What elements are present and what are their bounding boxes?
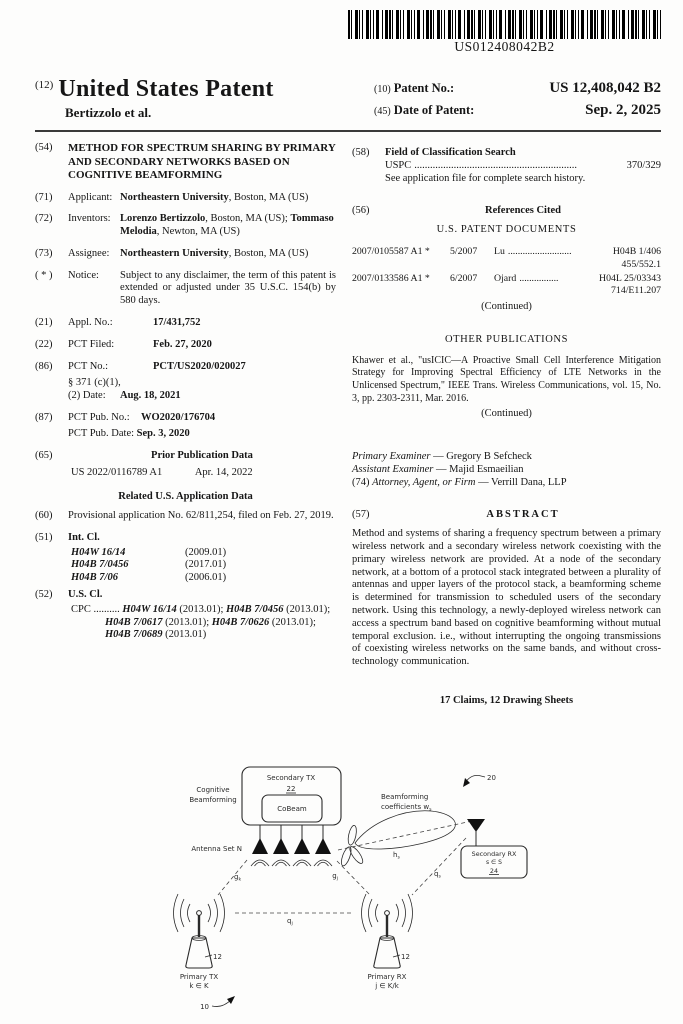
assignee-name: Northeastern University bbox=[120, 247, 229, 259]
channel-h-label: $h_s$ bbox=[393, 851, 400, 861]
assignee-section: (73) Assignee: Northeastern University, Boston, MA (US) bbox=[35, 247, 309, 259]
patent-office-title: United States Patent bbox=[58, 76, 274, 102]
patent-date-value: Sep. 2, 2025 bbox=[585, 102, 661, 118]
prior-publication-row bbox=[35, 467, 336, 480]
claims-summary: 17 Claims, 12 Drawing Sheets bbox=[439, 694, 574, 706]
pct-publication-number: WO2020/176704 bbox=[141, 412, 216, 424]
svg-text:Beamforming: Beamforming bbox=[189, 796, 237, 804]
related-application-text: Provisional application No. 62/811,254, filed on Feb. 27, 2019. bbox=[68, 510, 334, 522]
cognitive-beamforming-label: Cognitive bbox=[196, 786, 230, 794]
pct-number: PCT/US2020/020027 bbox=[153, 360, 246, 372]
header-right bbox=[374, 80, 661, 124]
prior-publication-section: (65) Prior Publication Data bbox=[35, 450, 336, 463]
uspc-value: 370/329 bbox=[626, 159, 661, 171]
secondary-tx-label: Secondary TX bbox=[266, 774, 316, 782]
inventors-section: (72) Inventors: Lorenzo Bertizzolo, Boston, MA (US); Tommaso Melodia, Newton, MA (US) bbox=[35, 213, 334, 238]
right-column bbox=[352, 147, 661, 708]
reference-row: 2007/0105587 A1 * 5/2007 Lu .......................... H04B 1/406 455/552.1 bbox=[352, 245, 661, 270]
references-cited-heading: References Cited bbox=[485, 205, 561, 217]
related-data-heading: Related U.S. Application Data bbox=[118, 491, 253, 503]
pct-publication-date-row: PCT Pub. Date: Sep. 3, 2020 bbox=[68, 427, 190, 439]
patent-number-value: US 12,408,042 B2 bbox=[549, 80, 661, 96]
patent-date-row bbox=[374, 102, 661, 119]
network-ref-pointer bbox=[463, 775, 485, 787]
assistant-examiner-line: Assistant Examiner — Majid Esmaeilian bbox=[352, 463, 524, 475]
beam-lobe bbox=[338, 811, 472, 867]
primary-examiner-line: Primary Examiner — Gregory B Sefcheck bbox=[352, 450, 532, 462]
secondary-tx-ref: 22 bbox=[286, 785, 296, 793]
primary-rx-label: Primary RX bbox=[367, 973, 407, 981]
primary-rx-set: j ∈ K/k bbox=[375, 982, 399, 990]
header-left bbox=[35, 76, 274, 121]
us-patent-documents-heading: U.S. PATENT DOCUMENTS bbox=[436, 224, 577, 236]
pct-371-section: § 371 (c)(1), (2) Date: Aug. 18, 2021 bbox=[68, 377, 181, 402]
abstract-heading: ABSTRACT bbox=[486, 509, 560, 521]
cobeam-label: CoBeam bbox=[277, 805, 307, 813]
inid-10: (10) bbox=[374, 84, 391, 95]
channel-q-s-line bbox=[412, 838, 466, 895]
int-cl-row: H04B 7/06 (2006.01) bbox=[71, 572, 227, 584]
int-cl-section: (51) Int. Cl. bbox=[35, 531, 100, 543]
examiner-section bbox=[352, 451, 661, 489]
prior-publication-date: Apr. 14, 2022 bbox=[194, 467, 253, 479]
invention-title: METHOD FOR SPECTRUM SHARING BY PRIMARY AND SECONDARY NETWORKS BASED ON COGNITIVE BEAMFORMING bbox=[68, 142, 336, 181]
pct-number-section: (86) PCT No.: PCT/US2020/020027 bbox=[35, 361, 336, 374]
primary-tx-label: Primary TX bbox=[179, 973, 219, 981]
reference-row: 2007/0133586 A1 * 6/2007 Ojard ................ H04L 25/03343 714/E11.207 bbox=[352, 272, 661, 297]
abstract-text: Method and systems of sharing a frequency spectrum between a primary wireless network and a secondary wireless network coexisting with the primary wireless network are provided. At a node of the secondary network, at a bottom of a protocol stack integrated between a plurality of antennas and upper layers of the protocol stack, a beamforming scheme is determined for transmission to scheduled users of the secondary network. Using this technology, a newly-deployed wireless network can access a spectrum band based on cognitive beamforming without mutual temporal exclusion. i.e., without interrupting the ongoing transmissions of coexisting wireless networks on the same bands, and without cross-technology communication. bbox=[352, 528, 661, 668]
channel-g-k-label: $g_k$ bbox=[234, 873, 242, 883]
title-section: (54) METHOD FOR SPECTRUM SHARING BY PRIMARY AND SECONDARY NETWORKS BASED ON COGNITIVE BEAMFORMING bbox=[35, 142, 336, 181]
attorney-line: (74) Attorney, Agent, or Firm — Verrill Dana, LLP bbox=[352, 476, 567, 488]
notice-section: ( * ) Notice: Subject to any disclaimer, the term of this patent is extended or adjusted under 35 U.S.C. 154(b) by 580 days. bbox=[35, 269, 336, 307]
inventor-1: Lorenzo Bertizzolo bbox=[120, 213, 206, 225]
abstract-section: (57) ABSTRACT bbox=[352, 509, 661, 522]
prior-publication-heading: Prior Publication Data bbox=[151, 449, 253, 461]
prior-publication-number: US 2022/0116789 A1 bbox=[71, 467, 163, 479]
inid-45: (45) bbox=[374, 106, 391, 117]
classification-search-heading: Field of Classification Search bbox=[385, 147, 516, 158]
primary-rx-ref: 12 bbox=[401, 953, 410, 961]
system-ref: 10 bbox=[200, 1003, 209, 1011]
applicant-section: (71) Applicant: Northeastern University, Boston, MA (US) bbox=[35, 191, 309, 203]
system-ref-pointer bbox=[212, 996, 235, 1007]
related-application-section: (60) Provisional application No. 62/811,254, filed on Feb. 27, 2019. bbox=[35, 510, 336, 523]
int-cl-row: H04W 16/14 (2009.01) bbox=[71, 546, 227, 558]
application-number: 17/431,752 bbox=[153, 317, 201, 329]
svg-text:coefficients ws: coefficients $w_s$ bbox=[381, 803, 432, 813]
channel-q-s-label: $q_s$ bbox=[434, 870, 441, 880]
primary-tx-ref: 12 bbox=[213, 953, 222, 961]
kind-code: (12) bbox=[35, 79, 54, 91]
header-divider bbox=[35, 130, 661, 132]
barcode-number: US012408042B2 bbox=[454, 39, 555, 54]
other-publications-text: Khawer et al., "usICIC—A Proactive Small Cell Interference Mitigation Strategy for Improving Spectral Efficiency of LTE Networks in the Unlicensed Spectrum," IEEE Trans. Wireless Communications, vol. 15, No. 3, pp. 2303-2311, Mar. 2016. bbox=[352, 354, 661, 404]
classification-search-section: (58) Field of Classification Search USPC .............................................................. 370/329 See application file for complete search history. bbox=[352, 147, 661, 184]
notice-text: Subject to any disclaimer, the term of this patent is extended or adjusted under 35 U.S.C. 154(b) by 580 days. bbox=[120, 269, 336, 307]
secondary-rx-antenna-icon bbox=[467, 819, 485, 846]
channel-q-j-label: $q_j$ bbox=[287, 917, 293, 927]
inventor-byline: Bertizzolo et al. bbox=[65, 105, 152, 120]
secondary-rx-set: s ∈ S bbox=[486, 859, 502, 866]
secondary-rx-ref: 24 bbox=[489, 867, 499, 875]
publications-continued: (Continued) bbox=[481, 408, 532, 420]
primary-tx-set: k ∈ K bbox=[189, 982, 209, 990]
application-number-section: (21) Appl. No.: 17/431,752 bbox=[35, 317, 336, 330]
pct-filed-date: Feb. 27, 2020 bbox=[153, 338, 212, 350]
cpc-line: CPC .......... H04W 16/14 (2013.01); H04B 7/0456 (2013.01); H04B 7/0617 (2013.01); H04B 7/0626 (2013.01); H04B 7/0689 (2013.01) bbox=[71, 603, 331, 641]
antenna-set-label: Antenna Set N bbox=[191, 845, 242, 853]
left-column bbox=[35, 142, 336, 642]
pct-publication-date: Sep. 3, 2020 bbox=[136, 427, 190, 439]
beamforming-coefficients-label: Beamforming bbox=[381, 793, 429, 801]
patent-date-label: Date of Patent: bbox=[393, 103, 475, 117]
applicant-name: Northeastern University bbox=[120, 191, 229, 203]
patent-figure bbox=[35, 762, 651, 1024]
references-continued: (Continued) bbox=[481, 301, 532, 313]
patent-number-row bbox=[374, 80, 661, 97]
barcode bbox=[348, 10, 661, 39]
int-cl-row: H04B 7/0456 (2017.01) bbox=[71, 559, 227, 571]
other-publications-heading: OTHER PUBLICATIONS bbox=[444, 333, 569, 345]
pct-publication-section: (87) PCT Pub. No.: WO2020/176704 bbox=[35, 412, 216, 424]
antenna-array bbox=[251, 825, 332, 866]
references-cited-section: (56) References Cited bbox=[352, 205, 661, 218]
channel-g-j-line bbox=[337, 861, 370, 895]
search-history-note: See application file for complete search history. bbox=[385, 172, 586, 184]
pct-filed-section: (22) PCT Filed: Feb. 27, 2020 bbox=[35, 339, 336, 352]
inventor-2: Tommaso Melodia bbox=[120, 213, 334, 238]
secondary-rx-label: Secondary RX bbox=[471, 850, 517, 858]
int-cl-rows bbox=[35, 547, 336, 585]
uspc-line: USPC .............................................................. 370/329 bbox=[385, 159, 661, 171]
channel-g-j-label: $g_j$ bbox=[332, 872, 338, 882]
patent-number-label: Patent No.: bbox=[393, 81, 455, 95]
pct-371-date: Aug. 18, 2021 bbox=[120, 390, 181, 402]
channel-g-k-line bbox=[218, 860, 247, 895]
us-cl-section: (52) U.S. Cl. bbox=[35, 589, 103, 601]
network-ref: 20 bbox=[487, 774, 496, 782]
